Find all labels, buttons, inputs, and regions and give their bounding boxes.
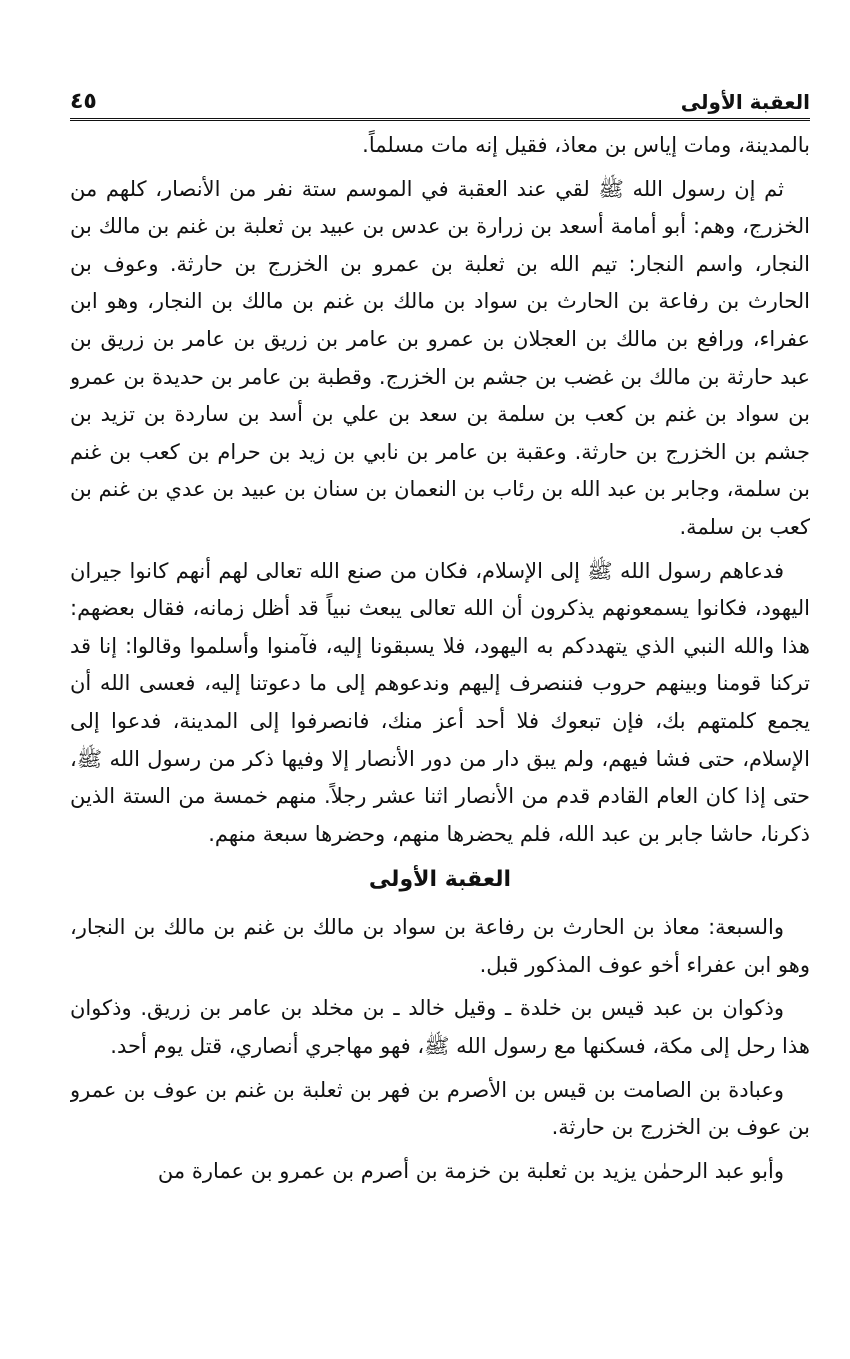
running-header [70,80,810,121]
paragraph: بالمدينة، ومات إياس بن معاذ، فقيل إنه مات مسلماً. [362,133,810,157]
paragraph: وعبادة بن الصامت بن قيس بن الأصرم بن فهر بن ثعلبة بن غنم بن عوف بن عمرو بن عوف بن الخزرج بن حارثة. [70,1077,810,1140]
paragraph: فدعاهم رسول الله ﷺ إلى الإسلام، فكان من صنع الله تعالى لهم أنهم كانوا جيران اليهود، فكانوا يسمعونهم يذكرون أن الله تعالى يبعث نبياً قد أظل زمانه، فقال بعضهم: هذا والله النبي الذي يتهددكم به اليهود، فلا يسبقونا إليه، فآمنوا وأسلموا وقالوا: إنا قد تركنا قومنا وبينهم حروب فننصرف إليهم وندعوهم إلى ما دعوتنا إليه، فعسى الله أن يجمع كلمتهم بك، فإن تبعوك فلا أحد أعز منك، فانصرفوا إلى المدينة، فدعوا إلى الإسلام، حتى فشا فيهم، ولم يبق دار من دور الأنصار إلا وفيها ذكر من رسول الله ﷺ، حتى إذا كان العام القادم قدم من الأنصار اثنا عشر رجلاً. منهم خمسة من الستة الذين ذكرنا، حاشا جابر بن عبد الله، فلم يحضرها منهم، وحضرها سبعة منهم. [70,558,810,846]
paragraph: وأبو عبد الرحمٰن يزيد بن ثعلبة بن خزمة بن أصرم بن عمرو بن عمارة من [157,1158,784,1183]
page-number: ٤٥ [70,89,97,114]
running-title: العقبة الأولى [680,90,810,114]
book-page [70,80,810,1320]
paragraph: ثم إن رسول الله ﷺ لقي عند العقبة في الموسم ستة نفر من الأنصار، كلهم من الخزرج، وهم: أبو أمامة أسعد بن زرارة بن عدس بن عبيد بن ثعلبة بن غنم بن مالك بن النجار، واسم النجار: تيم الله بن ثعلبة بن عمرو بن الخزرج بن حارثة. وعوف بن الحارث بن رفاعة بن الحارث بن سواد بن مالك بن غنم بن مالك بن النجار، وهو ابن عفراء، ورافع بن مالك بن العجلان بن عمرو بن عامر بن زريق بن عامر بن زريق بن عبد حارثة بن مالك بن غضب بن جشم بن الخزرج. وقطبة بن عامر بن حديدة بن عمرو بن سواد بن غنم بن كعب بن سلمة بن سعد بن علي بن أسد بن ساردة بن تزيد بن جشم بن الخزرج بن حارثة. وعقبة بن عامر بن نابي بن زيد بن حرام بن كعب بن غنم بن سلمة، وجابر بن عبد الله بن رئاب بن النعمان بن سنان بن عبيد بن عدي بن غنم بن كعب بن سلمة. [70,176,810,539]
paragraph: والسبعة: معاذ بن الحارث بن رفاعة بن سواد بن مالك بن غنم بن مالك بن النجار، وهو ابن عفراء أخو عوف المذكور قبل. [70,915,810,977]
section-heading: العقبة الأولى [368,867,512,893]
page-body [70,121,810,1190]
paragraph: وذكوان بن عبد قيس بن خلدة ـ وقيل خالد ـ بن مخلد بن عامر بن زريق. وذكوان هذا رحل إلى مكة، فسكنها مع رسول الله ﷺ، فهو مهاجري أنصاري، قتل يوم أحد. [70,996,810,1059]
